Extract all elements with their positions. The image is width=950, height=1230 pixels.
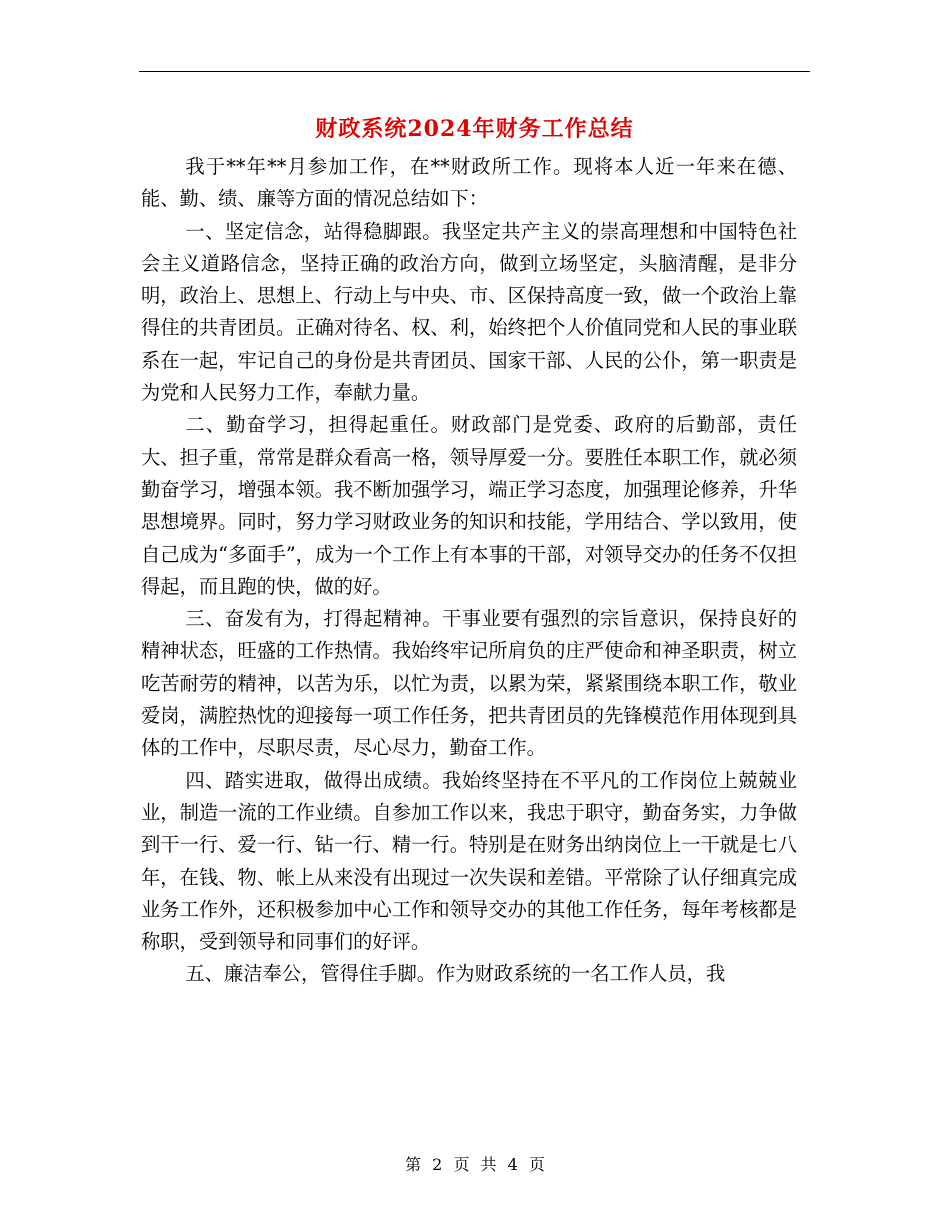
paragraph-4: 四、踏实进取，做得出成绩。我始终坚持在不平凡的工作岗位上兢兢业业，制造一流的工作业绩。自参加工作以来，我忠于职守，勤奋务实，力争做到干一行、爱一行、钻一行、精一行。特别是在财务出纳岗位上一干就是七八年，在钱、物、帐上从来没有出现过一次失误和差错。平常除了认仔细真完成业务工作外，还积极参加中心工作和领导交办的其他工作任务，每年考核都是称职，受到领导和同事们的好评。 [141,768,797,954]
document-title: 财政系统2024年财务工作总结 [315,116,634,142]
header-rule [139,71,810,72]
paragraph-intro: 我于**年**月参加工作，在**财政所工作。现将本人近一年来在德、能、勤、绩、廉等方面的情况总结如下： [141,155,797,211]
paragraph-5: 五、廉洁奉公，管得住手脚。作为财政系统的一名工作人员，我 [185,962,726,986]
paragraph-1: 一、坚定信念，站得稳脚跟。我坚定共产主义的崇高理想和中国特色社会主义道路信念，坚持正确的政治方向，做到立场坚定，头脑清醒，是非分明，政治上、思想上、行动上与中央、市、区保持高度一致，做一个政治上靠得住的共青团员。正确对待名、权、利，始终把个人价值同党和人民的事业联系在一起，牢记自己的身份是共青团员、国家干部、人民的公仆，第一职责是为党和人民努力工作，奉献力量。 [141,219,797,405]
document-body [141,151,797,991]
page-number-footer: 第 2 页 共 4 页 [405,1155,545,1174]
paragraph-3: 三、奋发有为，打得起精神。干事业要有强烈的宗旨意识，保持良好的精神状态，旺盛的工作热情。我始终牢记所肩负的庄严使命和神圣职责，树立吃苦耐劳的精神，以苦为乐，以忙为责，以累为荣，紧紧围绕本职工作，敬业爱岗，满腔热忱的迎接每一项工作任务，把共青团员的先锋模范作用体现到具体的工作中，尽职尽责，尽心尽力，勤奋工作。 [141,607,797,760]
paragraph-2: 二、勤奋学习，担得起重任。财政部门是党委、政府的后勤部，责任大、担子重，常常是群众看高一格，领导厚爱一分。要胜任本职工作，就必须勤奋学习，增强本领。我不断加强学习，端正学习态度，加强理论修养，升华思想境界。同时，努力学习财政业务的知识和技能，学用结合、学以致用，使自己成为“多面手”，成为一个工作上有本事的干部，对领导交办的任务不仅担得起，而且跑的快，做的好。 [141,413,797,598]
